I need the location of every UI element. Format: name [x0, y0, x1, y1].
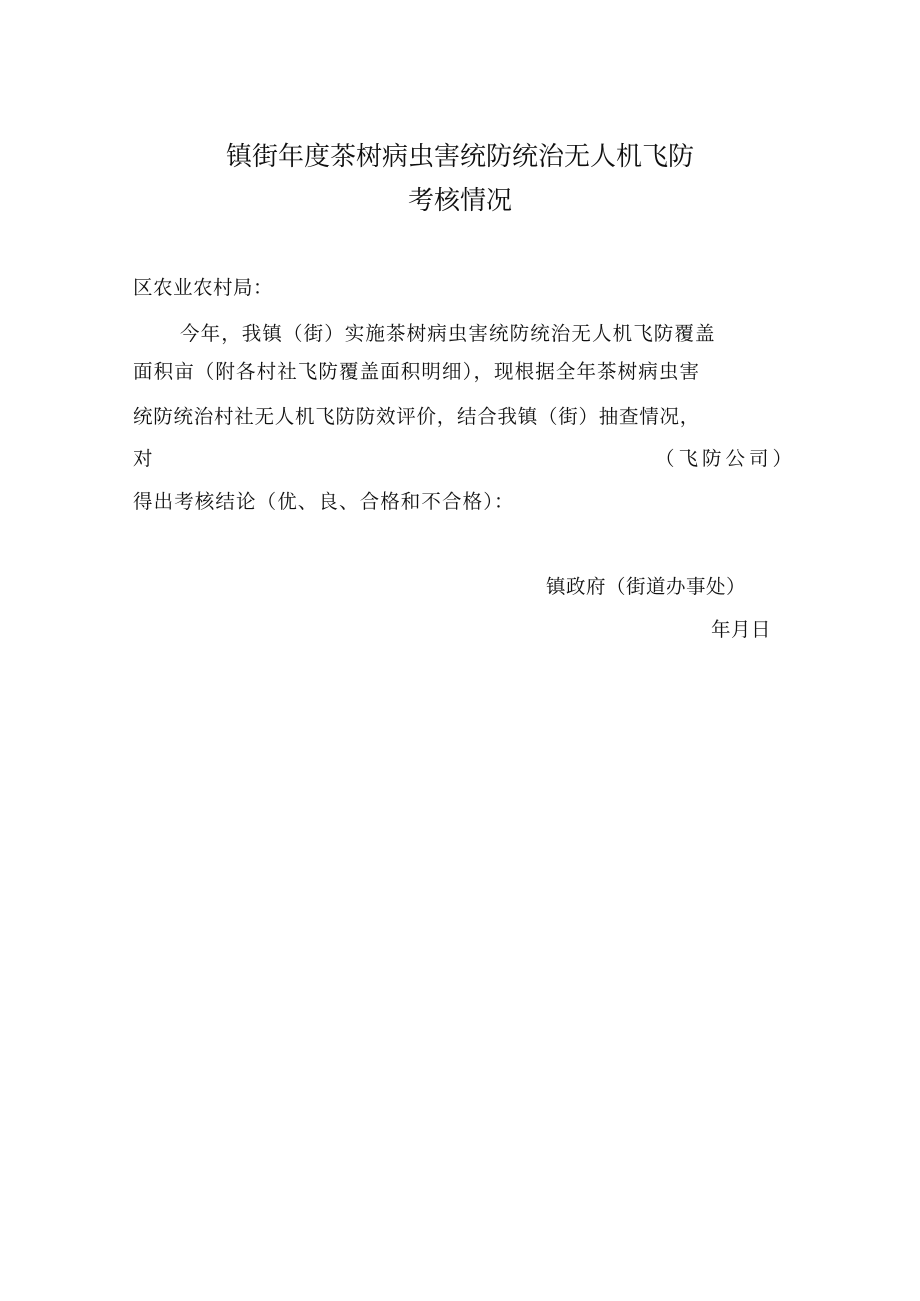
paragraph-line-5: 得出考核结论（优、良、合格和不合格）： [133, 490, 515, 513]
paragraph-line-4-company: （飞防公司） [655, 447, 797, 470]
document-title-line1: 镇街年度茶树病虫害统防统治无人机飞防 [225, 142, 694, 172]
signature-organization: 镇政府（街道办事处） [546, 575, 747, 598]
paragraph-line-4-target: 对 [133, 447, 154, 470]
signature-date: 年月日 [711, 618, 772, 641]
addressee: 区农业农村局： [133, 276, 274, 299]
paragraph-line-3: 统防统治村社无人机飞防防效评价，结合我镇（街）抽查情况， [133, 405, 701, 428]
paragraph-line-1: 今年，我镇（街）实施茶树病虫害统防统治无人机飞防覆盖 [180, 322, 716, 345]
paragraph-line-2: 面积亩（附各村社飞防覆盖面积明细），现根据全年茶树病虫害 [133, 360, 701, 383]
document-title-line2: 考核情况 [407, 186, 512, 216]
